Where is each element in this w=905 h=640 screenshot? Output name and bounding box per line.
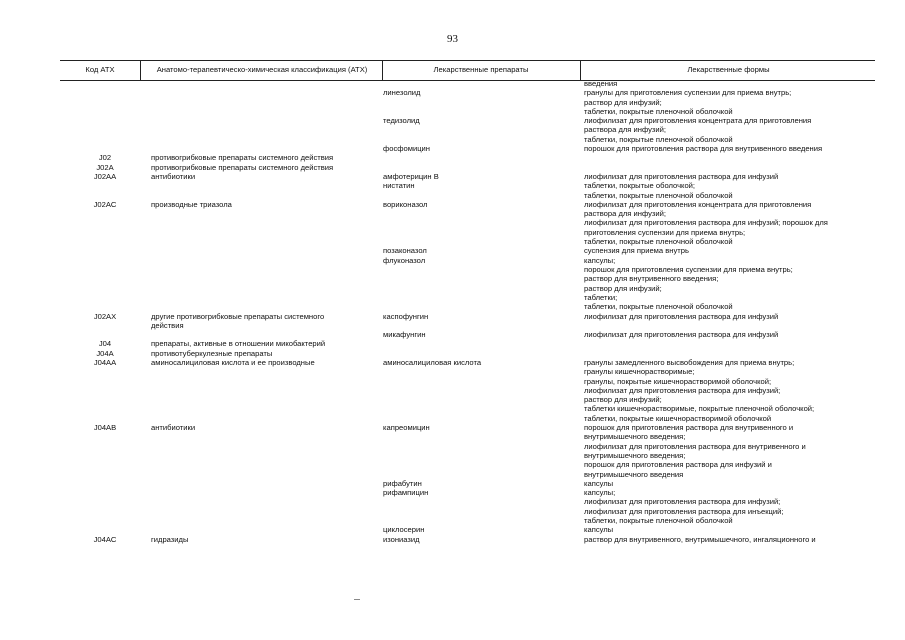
dosage-forms (584, 79, 879, 88)
dosage-form-line: суспензия для приема внутрь (584, 246, 689, 256)
dosage-form-line: капсулы (584, 525, 614, 535)
classification-line: противотуберкулезные препараты (151, 348, 273, 358)
dosage-form-line: таблетки, покрытые пленочной оболочкой (584, 106, 733, 116)
dosage-form-line: лиофилизат для приготовления раствора для инфузий; порошок для (584, 218, 828, 228)
atc-code: J04AB (93, 423, 117, 433)
dosage-form-line: лиофилизат для приготовления раствора для внутривенного и (584, 441, 806, 451)
classification-line: антибиотики (151, 423, 196, 433)
classification-line: противогрибковые препараты системного действия (151, 153, 334, 163)
classification-line: производные триазола (151, 199, 232, 209)
classification-line: препараты, активные в отношении микобактерий (151, 339, 326, 349)
atc-classification (151, 535, 371, 544)
drug-name: изониазид (383, 534, 420, 544)
atc-code: J02AX (93, 311, 117, 321)
drug-name: амфотерицин В (383, 172, 439, 181)
drug-name: циклосерин (383, 525, 425, 535)
dosage-form-line: лиофилизат для приготовления концентрата для приготовления (584, 116, 812, 126)
dosage-form-line: лиофилизат для приготовления раствора для инфузий (584, 172, 779, 181)
dosage-form-line: раствор для инфузий; (584, 97, 662, 107)
dosage-form-line: раствор для инфузий; (584, 283, 662, 293)
dosage-form-line: гранулы кишечнорастворимые; (584, 367, 695, 377)
dosage-forms (584, 172, 879, 181)
header-classification: Анатомо-терапевтическо-химическая классификация (АТХ) (156, 65, 368, 75)
header-code: Код АТХ (85, 65, 115, 75)
header-divider (140, 61, 141, 80)
drug-name: микафунгин (383, 330, 426, 340)
dosage-form-line: раствор для внутривенного, внутримышечного, ингаляционного и (584, 534, 816, 544)
dosage-form-line: лиофилизат для приготовления раствора для инфузий (584, 311, 779, 321)
atc-code: J02 (98, 153, 112, 163)
drug-name: вориконазол (383, 199, 428, 209)
drug-name: аминосалициловая кислота (383, 358, 482, 367)
dosage-form-line: таблетки, покрытые пленочной оболочкой (584, 516, 733, 526)
dosage-form-line: лиофилизат для приготовления раствора для инфузий; (584, 385, 781, 395)
dosage-form-line: капсулы; (584, 255, 616, 265)
dosage-form-line: гранулы для приготовления суспензии для приема внутрь; (584, 88, 792, 98)
dosage-forms (584, 144, 879, 153)
atc-classification (151, 358, 371, 367)
atc-code: J02AA (93, 172, 117, 181)
drug-name: рифабутин (383, 478, 422, 488)
dosage-form-line: лиофилизат для приготовления раствора для инъекций; (584, 506, 784, 516)
dosage-form-line: раствор для внутривенного введения; (584, 274, 719, 284)
classification-line: аминосалициловая кислота и ее производные (151, 358, 315, 367)
dosage-form-line: таблетки кишечнорастворимые, покрытые пленочной оболочкой; (584, 404, 815, 414)
dosage-form-line: таблетки, покрытые пленочной оболочкой (584, 302, 733, 312)
classification-line: действия (151, 320, 184, 330)
dosage-form-line: таблетки, покрытые пленочной оболочкой (584, 190, 733, 200)
dosage-form-line: лиофилизат для приготовления раствора для инфузий; (584, 497, 781, 507)
header-divider (580, 61, 581, 80)
dosage-forms (584, 479, 879, 488)
atc-code: J04AA (93, 358, 117, 367)
dosage-form-line: порошок для приготовления суспензии для приема внутрь; (584, 264, 793, 274)
atc-classification (151, 163, 371, 172)
dosage-forms (584, 525, 879, 534)
drug-name: каспофунгин (383, 311, 429, 321)
dosage-form-line: гранулы замедленного высвобождения для приема внутрь; (584, 358, 795, 367)
footer-mark (354, 599, 360, 600)
drug-name: капреомицин (383, 423, 430, 433)
dosage-form-line: таблетки, покрытые кишечнорастворимой оболочкой (584, 413, 772, 423)
drug-name: позаконазол (383, 246, 427, 256)
atc-code: J04 (98, 339, 112, 349)
dosage-form-line: внутримышечного введения (584, 469, 684, 479)
dosage-form-line: раствор для инфузий; (584, 395, 662, 405)
dosage-form-line: введения (584, 79, 618, 88)
atc-code: J04AC (93, 534, 117, 544)
dosage-form-line: лиофилизат для приготовления концентрата для приготовления (584, 199, 812, 209)
dosage-form-line: гранулы, покрытые кишечнорастворимой оболочкой; (584, 376, 772, 386)
dosage-forms (584, 330, 879, 339)
dosage-forms (584, 488, 879, 525)
dosage-forms (584, 116, 879, 144)
dosage-form-line: капсулы (584, 478, 614, 488)
header-drugs: Лекарственные препараты (433, 65, 529, 75)
drug-name: фосфомицин (383, 144, 430, 154)
classification-line: антибиотики (151, 172, 196, 181)
dosage-forms (584, 423, 879, 479)
dosage-form-line: внутримышечного введения; (584, 450, 686, 460)
dosage-form-line: внутримышечного введения; (584, 432, 686, 442)
atc-code: J02A (96, 162, 114, 172)
drug-name: рифампицин (383, 488, 429, 498)
dosage-forms (584, 88, 879, 116)
dosage-form-line: таблетки, покрытые оболочкой; (584, 181, 696, 191)
dosage-form-line: приготовления суспензии для приема внутрь; (584, 227, 746, 237)
dosage-forms (584, 200, 879, 246)
dosage-form-line: капсулы; (584, 488, 616, 498)
dosage-form-line: порошок для приготовления раствора для внутривенного и (584, 423, 794, 433)
dosage-forms (584, 256, 879, 312)
atc-classification (151, 339, 371, 348)
dosage-form-line: лиофилизат для приготовления раствора для инфузий (584, 330, 779, 340)
dosage-form-line: таблетки, покрытые пленочной оболочкой (584, 134, 733, 144)
atc-code: J04A (96, 348, 114, 358)
dosage-form-line: раствора для инфузий; (584, 209, 667, 219)
dosage-form-line: таблетки; (584, 292, 618, 302)
atc-classification (151, 200, 371, 209)
dosage-form-line: раствора для инфузий; (584, 125, 667, 135)
atc-code: J02AC (93, 199, 117, 209)
atc-classification (151, 312, 371, 331)
classification-line: противогрибковые препараты системного действия (151, 162, 334, 172)
drug-name: нистатин (383, 181, 415, 191)
atc-classification (151, 172, 371, 181)
classification-line: гидразиды (151, 534, 189, 544)
drug-name: линезолид (383, 88, 421, 98)
dosage-form-line: порошок для приготовления раствора для инфузий и (584, 460, 772, 470)
atc-classification (151, 153, 371, 162)
classification-line: другие противогрибковые препараты системного (151, 311, 325, 321)
atc-classification (151, 423, 371, 432)
dosage-forms (584, 312, 879, 321)
dosage-form-line: порошок для приготовления раствора для внутривенного введения (584, 144, 823, 154)
drug-name: флуконазол (383, 255, 426, 265)
table-header (60, 60, 875, 81)
page-number: 93 (447, 33, 458, 45)
drug-name: тедизолид (383, 116, 420, 126)
header-forms: Лекарственные формы (687, 65, 770, 75)
dosage-forms (584, 358, 879, 423)
dosage-forms (584, 181, 879, 200)
dosage-form-line: таблетки, покрытые пленочной оболочкой (584, 237, 733, 247)
dosage-forms (584, 246, 879, 255)
dosage-forms (584, 535, 879, 544)
atc-classification (151, 349, 371, 358)
